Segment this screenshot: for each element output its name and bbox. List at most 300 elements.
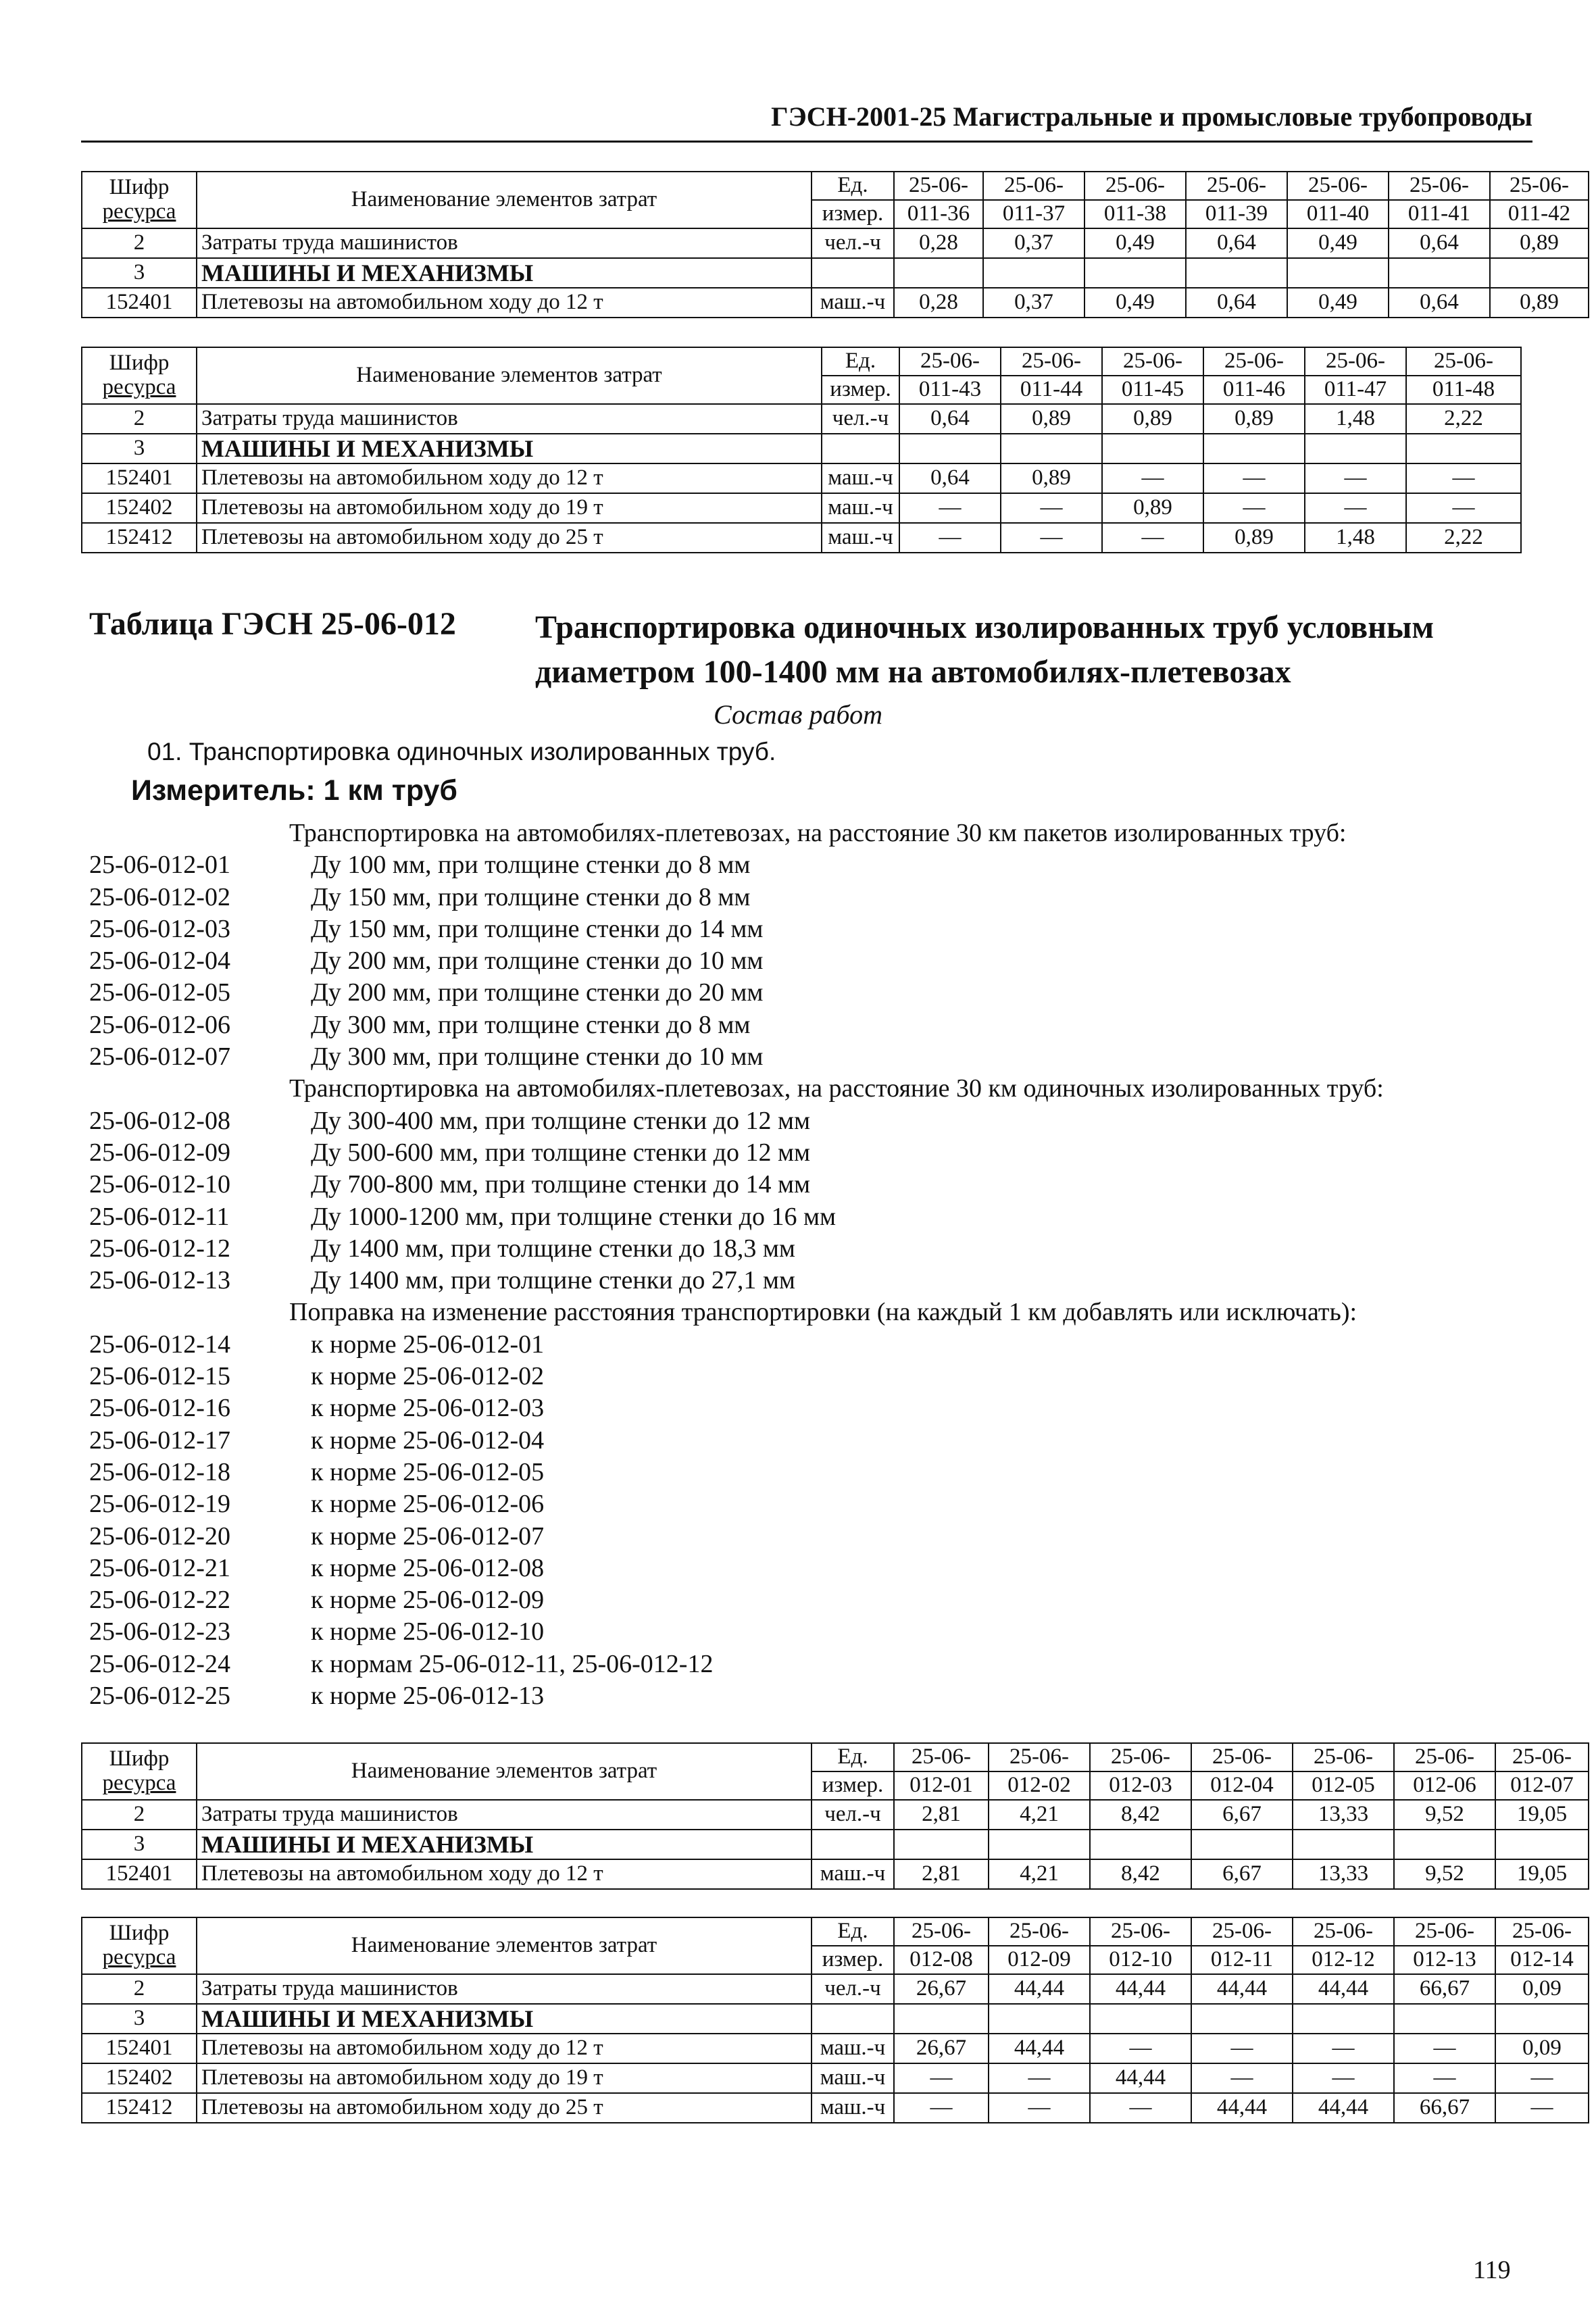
cost-table-4 [81,1917,1589,2123]
norm-code-header: 012-04 [1191,1771,1293,1800]
resource-value: — [1495,2093,1589,2123]
norm-code: 25-06-012-03 [89,914,230,943]
resource-value: 2,22 [1406,404,1521,434]
norm-group-text: Поправка на изменение расстояния транспортировки (на каждый 1 км добавлять или исключать): [289,1298,1357,1327]
resource-value: 13,33 [1293,1859,1394,1889]
resource-value [989,1830,1090,1859]
resource-unit [822,434,899,463]
resource-value: — [1394,2063,1495,2093]
norm-code-header: 011-47 [1305,376,1406,404]
resource-value: 0,89 [1001,463,1102,493]
resource-value: 0,09 [1495,2034,1589,2063]
norm-code-header: 011-37 [983,200,1084,228]
resource-value: 0,89 [1203,404,1305,434]
header-row [82,347,1521,376]
column-header-unit: измер. [822,376,899,404]
norm-code: 25-06-012-24 [89,1649,230,1678]
resource-value: 0,89 [1490,228,1589,258]
composition-item: 01. Транспортировка одиночных изолированных труб. [147,738,776,765]
resource-value: — [1001,493,1102,523]
norm-code-header: 25-06- [894,172,983,200]
resource-value: — [1305,493,1406,523]
header-text: Шифр [109,1746,170,1771]
norm-code: 25-06-012-25 [89,1682,230,1711]
resource-unit [812,2004,894,2034]
resource-name: Плетевозы на автомобильном ходу до 12 т [197,2034,812,2063]
resource-value: — [894,2093,989,2123]
resource-value: 44,44 [1090,2063,1191,2093]
resource-value [1102,434,1203,463]
table-row [82,2034,1589,2063]
header-title: ГЭСН-2001-25 Магистральные и промысловые трубопроводы [771,101,1532,132]
resource-value: — [1305,463,1406,493]
column-header-unit: Ед. [812,1917,894,1946]
resource-value: 8,42 [1090,1800,1191,1830]
resource-value: 19,05 [1495,1859,1589,1889]
resource-value: 0,64 [899,463,1001,493]
norm-item [89,882,1542,913]
resource-value: — [899,493,1001,523]
resource-value: 9,52 [1394,1859,1495,1889]
norm-code-header: 25-06- [1305,347,1406,376]
norm-item [89,945,1542,977]
norm-code: 25-06-012-07 [89,1042,230,1072]
norm-code-header: 012-11 [1191,1946,1293,1974]
norm-description: к нормам 25-06-012-11, 25-06-012-12 [311,1649,714,1678]
resource-unit [812,1830,894,1859]
resource-value: 26,67 [894,1974,989,2004]
resource-value: 9,52 [1394,1800,1495,1830]
norm-code-header: 011-44 [1001,376,1102,404]
composition-title: Состав работ [714,699,882,730]
resource-value: 0,89 [1203,523,1305,553]
table-row [82,228,1589,258]
resource-value: 0,89 [1102,404,1203,434]
resource-value: — [1191,2034,1293,2063]
norm-description: к норме 25-06-012-09 [311,1586,545,1615]
norm-item [89,1680,1542,1712]
norm-code: 25-06-012-10 [89,1170,230,1199]
norm-code-header: 011-39 [1186,200,1287,228]
norm-description: к норме 25-06-012-13 [311,1682,545,1711]
norm-description: к норме 25-06-012-01 [311,1330,545,1359]
resource-value: — [989,2093,1090,2123]
resource-value [1203,434,1305,463]
resource-unit: маш.-ч [812,2093,894,2123]
resource-value [894,258,983,288]
resource-value: 19,05 [1495,1800,1589,1830]
resource-value: — [989,2063,1090,2093]
resource-code: 152401 [82,288,197,318]
resource-code: 152401 [82,463,197,493]
norm-code: 25-06-012-02 [89,882,230,911]
norm-description: к норме 25-06-012-05 [311,1457,545,1486]
resource-unit: чел.-ч [822,404,899,434]
resource-name: Затраты труда машинистов [197,404,822,434]
norm-description: Ду 300-400 мм, при толщине стенки до 12 мм [311,1106,811,1135]
resource-value: 0,28 [894,228,983,258]
resource-value: — [1293,2034,1394,2063]
resource-value: — [1203,463,1305,493]
norm-code-header: 011-48 [1406,376,1521,404]
norm-item [89,849,1542,881]
resource-value: — [1191,2063,1293,2093]
norm-code: 25-06-012-22 [89,1586,230,1615]
column-header-unit: Ед. [822,347,899,376]
norm-code-header: 012-08 [894,1946,989,1974]
column-header-unit: Ед. [812,1743,894,1771]
resource-value: 44,44 [1191,1974,1293,2004]
norm-group-heading [89,1073,1542,1105]
norm-item [89,1105,1542,1137]
cost-table-3 [81,1742,1589,1890]
resource-value [1090,2004,1191,2034]
column-header-code [82,347,197,404]
resource-value: — [1090,2034,1191,2063]
resource-value [1191,2004,1293,2034]
norm-code-header: 011-36 [894,200,983,228]
norm-code: 25-06-012-09 [89,1138,230,1167]
resource-unit [812,258,894,288]
norm-code-header: 25-06- [1001,347,1102,376]
resource-value: 0,49 [1287,288,1389,318]
resource-value: 0,49 [1287,228,1389,258]
resource-unit: маш.-ч [812,1859,894,1889]
norm-code: 25-06-012-18 [89,1457,230,1486]
resource-value: 44,44 [1090,1974,1191,2004]
resource-value: 44,44 [1293,1974,1394,2004]
resource-unit: маш.-ч [822,523,899,553]
norm-code: 25-06-012-08 [89,1106,230,1135]
norm-description: Ду 500-600 мм, при толщине стенки до 12 мм [311,1138,811,1167]
norm-item [89,1265,1542,1297]
resource-code: 152401 [82,1859,197,1889]
resource-value [1394,1830,1495,1859]
table-row [82,2004,1589,2034]
table-row [82,2063,1589,2093]
norm-code: 25-06-012-06 [89,1010,230,1039]
resource-unit: маш.-ч [812,2063,894,2093]
norm-code-header: 25-06- [989,1917,1090,1946]
norm-description: Ду 700-800 мм, при толщине стенки до 14 мм [311,1170,811,1199]
column-header-unit: измер. [812,1771,894,1800]
norm-code: 25-06-012-11 [89,1202,230,1231]
column-header-unit: измер. [812,1946,894,1974]
table-label: Таблица ГЭСН 25-06-012 [89,606,456,642]
column-header-unit: измер. [812,200,894,228]
norm-code-header: 25-06- [1495,1743,1589,1771]
norm-code: 25-06-012-19 [89,1490,230,1519]
norm-item [89,1616,1542,1648]
resource-value [1394,2004,1495,2034]
cost-table-2 [81,347,1522,553]
resource-value: 2,22 [1406,523,1521,553]
resource-value: — [1406,493,1521,523]
norm-code-header: 25-06- [899,347,1001,376]
resource-value: 6,67 [1191,1800,1293,1830]
norm-item [89,1201,1542,1233]
resource-name: МАШИНЫ И МЕХАНИЗМЫ [197,434,822,463]
resource-value [1287,258,1389,288]
resource-code: 3 [82,258,197,288]
table-row [82,493,1521,523]
norm-description: Ду 1400 мм, при толщине стенки до 27,1 мм [311,1266,795,1295]
norm-description: к норме 25-06-012-04 [311,1426,545,1455]
resource-name: МАШИНЫ И МЕХАНИЗМЫ [197,1830,812,1859]
header-text: ресурса [102,375,176,399]
norm-code-header: 25-06- [1084,172,1186,200]
norm-description: к норме 25-06-012-02 [311,1362,545,1391]
resource-name: Затраты труда машинистов [197,1974,812,2004]
resource-unit: маш.-ч [822,463,899,493]
resource-code: 2 [82,1800,197,1830]
norm-item [89,1169,1542,1201]
resource-value: 0,89 [1102,493,1203,523]
norm-item [89,1041,1542,1073]
header-text: ресурса [102,199,176,224]
norm-code-header: 011-43 [899,376,1001,404]
resource-value: 0,64 [1186,228,1287,258]
norm-group-text: Транспортировка на автомобилях-плетевозах, на расстояние 30 км одиночных изолированных труб: [289,1074,1384,1103]
norm-item [89,1584,1542,1616]
norm-code-header: 011-41 [1389,200,1490,228]
resource-value: 44,44 [989,2034,1090,2063]
resource-value [1490,258,1589,288]
norm-code-header: 012-10 [1090,1946,1191,1974]
resource-unit: чел.-ч [812,228,894,258]
header-text: Шифр [109,1921,170,1946]
resource-code: 2 [82,228,197,258]
page-header [81,99,1532,143]
resource-name: МАШИНЫ И МЕХАНИЗМЫ [197,258,812,288]
norm-code-header: 012-14 [1495,1946,1589,1974]
norm-code: 25-06-012-15 [89,1362,230,1391]
resource-value: — [1495,2063,1589,2093]
resource-code: 3 [82,1830,197,1859]
norm-code: 25-06-012-21 [89,1553,230,1582]
norm-code-header: 25-06- [1186,172,1287,200]
resource-value [989,2004,1090,2034]
resource-name: Плетевозы на автомобильном ходу до 19 т [197,493,822,523]
norm-code-header: 011-42 [1490,200,1589,228]
table-row [82,434,1521,463]
header-text: Шифр [109,175,170,200]
norm-group-text: Транспортировка на автомобилях-плетевозах, на расстояние 30 км пакетов изолированных труб: [289,819,1347,847]
resource-value: 0,64 [1186,288,1287,318]
table-row [82,404,1521,434]
table-title: Транспортировка одиночных изолированных труб условным диаметром 100-1400 мм на автомобилях-плетевозах [535,609,1435,690]
resource-value: 66,67 [1394,2093,1495,2123]
table-row [82,1830,1589,1859]
resource-unit: маш.-ч [812,288,894,318]
resource-unit: маш.-ч [822,493,899,523]
table-row [82,1800,1589,1830]
norm-item [89,1392,1542,1424]
table-row [82,1974,1589,2004]
norm-item [89,1649,1542,1680]
norm-code-header: 012-02 [989,1771,1090,1800]
norm-code-header: 012-12 [1293,1946,1394,1974]
resource-value: 0,09 [1495,1974,1589,2004]
norm-code: 25-06-012-13 [89,1266,230,1295]
resource-value: 8,42 [1090,1859,1191,1889]
resource-code: 2 [82,404,197,434]
table-row [82,523,1521,553]
table-row [82,463,1521,493]
norm-item [89,1553,1542,1584]
resource-name: Плетевозы на автомобильном ходу до 12 т [197,1859,812,1889]
norm-code-header: 012-06 [1394,1771,1495,1800]
resource-value: 6,67 [1191,1859,1293,1889]
resource-name: Плетевозы на автомобильном ходу до 25 т [197,2093,812,2123]
resource-value [1495,1830,1589,1859]
resource-value [1495,2004,1589,2034]
norm-code: 25-06-012-14 [89,1330,230,1359]
norm-code-header: 25-06- [1389,172,1490,200]
norm-description: Ду 200 мм, при толщине стенки до 10 мм [311,947,764,976]
resource-value: — [1394,2034,1495,2063]
resource-value: 0,49 [1084,228,1186,258]
norm-code-header: 25-06- [1394,1917,1495,1946]
resource-value [1406,434,1521,463]
resource-value [1084,258,1186,288]
norm-code: 25-06-012-04 [89,947,230,976]
norm-code: 25-06-012-23 [89,1617,230,1646]
resource-value: 0,37 [983,288,1084,318]
norm-item [89,977,1542,1009]
resource-value: 1,48 [1305,523,1406,553]
norm-code: 25-06-012-05 [89,978,230,1007]
norm-item [89,1233,1542,1265]
norm-item [89,1457,1542,1488]
norm-description: Ду 200 мм, при толщине стенки до 20 мм [311,978,764,1007]
resource-value [1293,2004,1394,2034]
norm-code-header: 25-06- [1490,172,1589,200]
resource-code: 152402 [82,2063,197,2093]
resource-value: 0,64 [1389,228,1490,258]
norm-code-header: 25-06- [1495,1917,1589,1946]
norm-code-header: 25-06- [1191,1917,1293,1946]
norm-description: к норме 25-06-012-03 [311,1394,545,1423]
column-header-name: Наименование элементов затрат [197,1743,812,1800]
norm-item [89,1009,1542,1041]
norm-item [89,1425,1542,1457]
resource-value: 44,44 [1191,2093,1293,2123]
resource-value: — [1293,2063,1394,2093]
resource-value [899,434,1001,463]
norm-code-header: 25-06- [989,1743,1090,1771]
column-header-code [82,1917,197,1974]
norm-code-header: 25-06- [1102,347,1203,376]
norm-code-header: 012-09 [989,1946,1090,1974]
column-header-name: Наименование элементов затрат [197,1917,812,1974]
header-row [82,1743,1589,1771]
norm-code-header: 012-03 [1090,1771,1191,1800]
table-row [82,288,1589,318]
norm-code-header: 25-06- [1293,1917,1394,1946]
resource-code: 152412 [82,523,197,553]
resource-value [1191,1830,1293,1859]
resource-unit: чел.-ч [812,1974,894,2004]
resource-value: 0,89 [1001,404,1102,434]
resource-value: 4,21 [989,1859,1090,1889]
norm-group-heading [89,1297,1542,1328]
resource-value: 0,64 [1389,288,1490,318]
resource-value: 2,81 [894,1859,989,1889]
norm-code-header: 25-06- [1090,1743,1191,1771]
resource-value [1090,1830,1191,1859]
column-header-code [82,1743,197,1800]
resource-value: 0,37 [983,228,1084,258]
norm-code-header: 25-06- [1203,347,1305,376]
norm-item [89,1521,1542,1553]
norm-code: 25-06-012-01 [89,851,230,880]
column-header-unit: Ед. [812,172,894,200]
norm-code-header: 011-38 [1084,200,1186,228]
norm-code-header: 25-06- [894,1743,989,1771]
norm-code-header: 012-05 [1293,1771,1394,1800]
column-header-code [82,172,197,228]
resource-value [1305,434,1406,463]
norm-description: к норме 25-06-012-07 [311,1521,545,1551]
resource-name: Затраты труда машинистов [197,228,812,258]
resource-value: 44,44 [1293,2093,1394,2123]
resource-value: 4,21 [989,1800,1090,1830]
resource-name: Плетевозы на автомобильном ходу до 19 т [197,2063,812,2093]
norm-item [89,913,1542,945]
norm-item [89,1329,1542,1361]
norm-description: к норме 25-06-012-06 [311,1490,545,1519]
resource-code: 3 [82,434,197,463]
resource-value: 44,44 [989,1974,1090,2004]
norm-code-header: 25-06- [1394,1743,1495,1771]
resource-value: — [1203,493,1305,523]
resource-value [1001,434,1102,463]
resource-value: 66,67 [1394,1974,1495,2004]
resource-code: 152401 [82,2034,197,2063]
resource-unit: чел.-ч [812,1800,894,1830]
header-row [82,172,1589,200]
table-row [82,258,1589,288]
norm-description: Ду 1000-1200 мм, при толщине стенки до 16 мм [311,1202,837,1231]
header-row [82,1917,1589,1946]
norm-code-header: 011-40 [1287,200,1389,228]
norm-code-header: 012-13 [1394,1946,1495,1974]
norm-description: Ду 300 мм, при толщине стенки до 10 мм [311,1042,764,1072]
header-text: ресурса [102,1945,176,1969]
resource-value [1186,258,1287,288]
norm-code: 25-06-012-16 [89,1394,230,1423]
norm-description: Ду 300 мм, при толщине стенки до 8 мм [311,1010,751,1039]
norm-code: 25-06-012-20 [89,1521,230,1551]
meter: Измеритель: 1 км труб [131,774,457,807]
column-header-name: Наименование элементов затрат [197,172,812,228]
table-row [82,1859,1589,1889]
resource-value: — [894,2063,989,2093]
resource-value: 2,81 [894,1800,989,1830]
resource-value: — [1090,2093,1191,2123]
resource-value: — [1102,523,1203,553]
resource-value [894,2004,989,2034]
norm-code-header: 25-06- [1191,1743,1293,1771]
norm-code-header: 25-06- [1090,1917,1191,1946]
resource-value: — [899,523,1001,553]
header-text: Шифр [109,351,170,376]
resource-code: 152402 [82,493,197,523]
table-row [82,2093,1589,2123]
cost-table-1 [81,171,1589,318]
resource-value: 26,67 [894,2034,989,2063]
